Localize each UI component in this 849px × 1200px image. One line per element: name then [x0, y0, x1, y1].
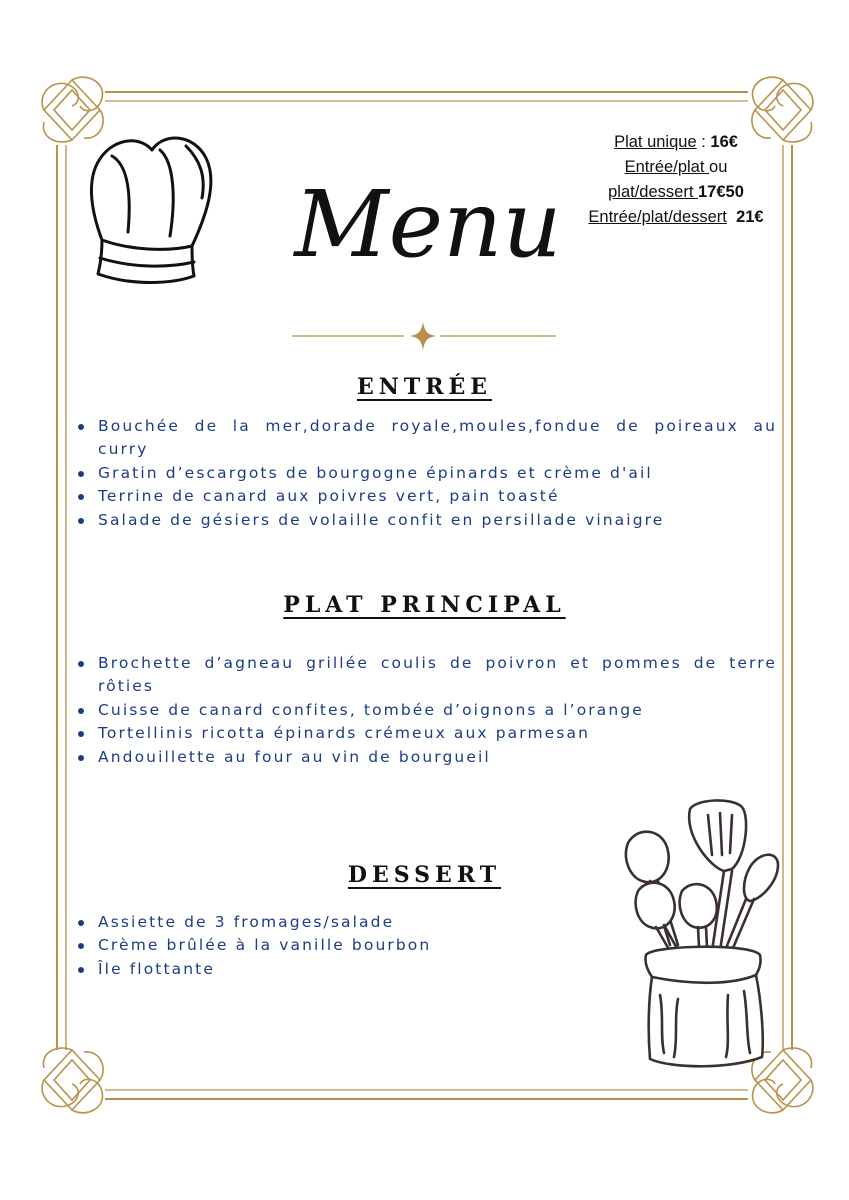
menu-title [268, 160, 588, 280]
section-title-plat [0, 592, 849, 618]
price-line-plat-unique [560, 130, 792, 155]
price-line-three-course [560, 205, 792, 230]
list-item: Cuisse de canard confites, tombée d’oignons a l’orange [72, 699, 777, 722]
two-course-price: 17€50 [698, 183, 744, 201]
ornament-corner-icon [42, 1048, 103, 1113]
price-line-entree-plat [560, 155, 792, 180]
plat-unique-price: 16€ [710, 133, 738, 151]
list-item: Bouchée de la mer,dorade royale,moules,fondue de poireaux au curry [72, 415, 777, 462]
list-item: Gratin d’escargots de bourgogne épinards et crème d'ail [72, 462, 777, 485]
chef-hat-icon [82, 128, 222, 288]
gold-divider [292, 322, 556, 350]
plat-dessert-label: plat/dessert [608, 183, 698, 201]
list-item: Tortellinis ricotta épinards crémeux aux parmesan [72, 722, 777, 745]
kitchen-utensils-icon [612, 795, 787, 1070]
list-item: Salade de gésiers de volaille confit en persillade vinaigre [72, 509, 777, 532]
menu-title-text: Menu [294, 171, 562, 278]
entree-plat-label: Entrée/plat [624, 158, 710, 176]
entree-list [72, 415, 777, 532]
section-title-dessert-text: DESSERT [347, 862, 502, 888]
list-item: Crème brûlée à la vanille bourbon [72, 934, 777, 957]
price-separator: : [696, 133, 711, 151]
section-title-plat-text: PLAT PRINCIPAL [283, 592, 566, 618]
four-point-star-icon [410, 322, 436, 350]
price-line-plat-dessert [560, 180, 792, 205]
section-title-entree-text: ENTRÉE [356, 374, 493, 400]
list-item: Assiette de 3 fromages/salade [72, 911, 777, 934]
list-item: Île flottante [72, 958, 777, 981]
three-course-label: Entrée/plat/dessert [588, 208, 727, 226]
or-text: ou [709, 158, 728, 176]
section-title-entree [0, 374, 849, 400]
three-course-price: 21€ [736, 208, 764, 226]
plat-list [72, 652, 777, 769]
list-item: Terrine de canard aux poivres vert, pain toasté [72, 485, 777, 508]
list-item: Brochette d’agneau grillée coulis de poivron et pommes de terre rôties [72, 652, 777, 699]
list-item: Andouillette au four au vin de bourgueil [72, 746, 777, 769]
price-list [560, 130, 792, 230]
plat-unique-label: Plat unique [614, 133, 697, 151]
